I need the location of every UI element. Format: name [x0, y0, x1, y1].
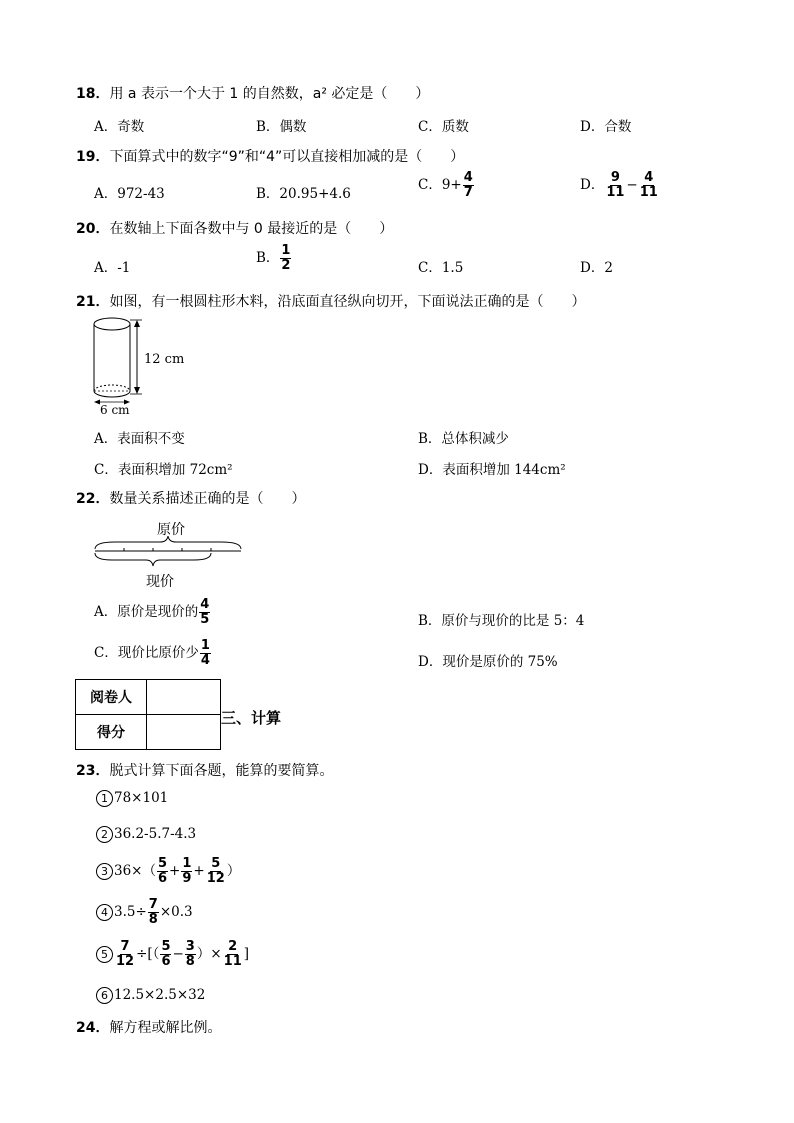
fraction: $\frac{1}{9}$	[182, 856, 192, 886]
q18-option-b: B．偶数	[256, 119, 307, 135]
question-text: 如图，有一根圆柱形木料，沿底面直径纵向切开，下面说法正确的是（ ）	[109, 294, 586, 310]
circled-number: 4	[96, 904, 113, 921]
q22-option-c: C．现价比原价少 $\frac{1}{4}$	[94, 638, 210, 668]
q20-option-c: C．1.5	[418, 260, 464, 276]
question-number: 22．	[76, 491, 110, 507]
question-text: 解方程或解比例。	[109, 1020, 222, 1036]
q20-option-b: B． $\frac{1}{2}$	[256, 243, 291, 273]
question-23	[76, 760, 333, 780]
height-label: 12 cm	[144, 352, 185, 367]
original-price-label: 原价	[157, 522, 185, 538]
q20-option-d: D．2	[580, 260, 613, 276]
calc-item-5: 5 $\frac{7}{12}$ ÷[（ $\frac{5}{6}$ − $\frac{3}{8}$ ）× $\frac{2}{11}$ ]	[96, 940, 249, 969]
q21-option-d: D．表面积增加 144cm²	[418, 462, 566, 478]
diameter-label: 6 cm	[100, 403, 130, 417]
question-20	[76, 218, 393, 238]
q19-option-c: C．9+ $\frac{4}{7}$	[418, 170, 473, 200]
q21-option-a: A．表面积不变	[94, 431, 185, 447]
q22-option-a: A．原价是现价的 $\frac{4}{5}$	[94, 597, 210, 627]
section-title: 三、计算	[221, 709, 282, 727]
q18-option-a: A．奇数	[94, 119, 145, 135]
q22-option-b: B．原价与现价的比是 5：4	[418, 613, 585, 629]
reviewer-label: 阅卷人	[76, 680, 147, 715]
question-number: 23．	[76, 763, 110, 779]
fraction: $\frac{3}{8}$	[185, 939, 195, 969]
question-number: 20．	[76, 221, 110, 237]
q19-option-b: B．20.95+4.6	[256, 186, 351, 202]
circled-number: 2	[96, 826, 113, 843]
fraction: $\frac{4}{11}$	[639, 170, 658, 200]
question-number: 19．	[76, 149, 110, 165]
score-field	[147, 715, 221, 750]
calc-item-2: 2 36.2-5.7-4.3	[96, 826, 196, 843]
question-text: 下面算式中的数字“9”和“4”可以直接相加减的是（ ）	[109, 149, 465, 165]
fraction: $\frac{9}{11}$	[606, 170, 625, 200]
q19-option-a: A．972-43	[94, 186, 165, 202]
calc-item-1: 1 78×101	[96, 790, 168, 807]
question-number: 21．	[76, 294, 110, 310]
q19-option-d: D． $\frac{9}{11}$ − $\frac{4}{11}$	[580, 170, 658, 200]
segment-diagram	[90, 536, 246, 572]
circled-number: 6	[96, 987, 113, 1004]
circled-number: 3	[96, 863, 113, 880]
fraction: $\frac{5}{6}$	[161, 939, 171, 969]
question-21	[76, 291, 585, 311]
reviewer-field	[147, 680, 221, 715]
calc-item-3: 3 36×（ $\frac{5}{6}$ + $\frac{1}{9}$ + $\frac{5}{12}$ ）	[96, 857, 240, 886]
score-label: 得分	[76, 715, 147, 750]
question-text: 数量关系描述正确的是（ ）	[109, 491, 306, 507]
fraction: $\frac{1}{4}$	[200, 638, 210, 668]
question-text: 用 a 表示一个大于 1 的自然数，a² 必定是（ ）	[109, 86, 430, 102]
question-19	[76, 146, 464, 166]
current-price-label: 现价	[146, 574, 174, 590]
question-text: 脱式计算下面各题，能算的要简算。	[109, 763, 334, 779]
calc-item-4: 4 3.5÷ $\frac{7}{8}$ ×0.3	[96, 898, 193, 927]
fraction: $\frac{2}{11}$	[223, 939, 242, 969]
fraction: $\frac{4}{5}$	[200, 597, 210, 627]
fraction: $\frac{1}{2}$	[281, 243, 291, 273]
q18-option-d: D．合数	[580, 119, 632, 135]
fraction: $\frac{7}{8}$	[148, 897, 158, 927]
question-24	[76, 1017, 221, 1037]
question-text: 在数轴上下面各数中与 0 最接近的是（ ）	[109, 221, 394, 237]
question-number: 18．	[76, 86, 110, 102]
question-number: 24．	[76, 1020, 110, 1036]
fraction: $\frac{5}{12}$	[206, 856, 225, 886]
fraction: $\frac{7}{12}$	[116, 939, 135, 969]
q21-option-c: C．表面积增加 72cm²	[94, 462, 233, 478]
q22-option-d: D．现价是原价的 75%	[418, 654, 558, 670]
circled-number: 1	[96, 790, 113, 807]
q21-option-b: B．总体积减少	[418, 431, 509, 447]
q18-option-c: C．质数	[418, 119, 469, 135]
calc-item-6: 6 12.5×2.5×32	[96, 987, 205, 1004]
fraction: $\frac{4}{7}$	[463, 170, 473, 200]
question-18	[76, 83, 429, 103]
question-22	[76, 488, 305, 508]
q20-option-a: A．-1	[94, 260, 131, 276]
fraction: $\frac{5}{6}$	[158, 856, 168, 886]
circled-number: 5	[96, 946, 113, 963]
grader-table	[75, 679, 221, 750]
